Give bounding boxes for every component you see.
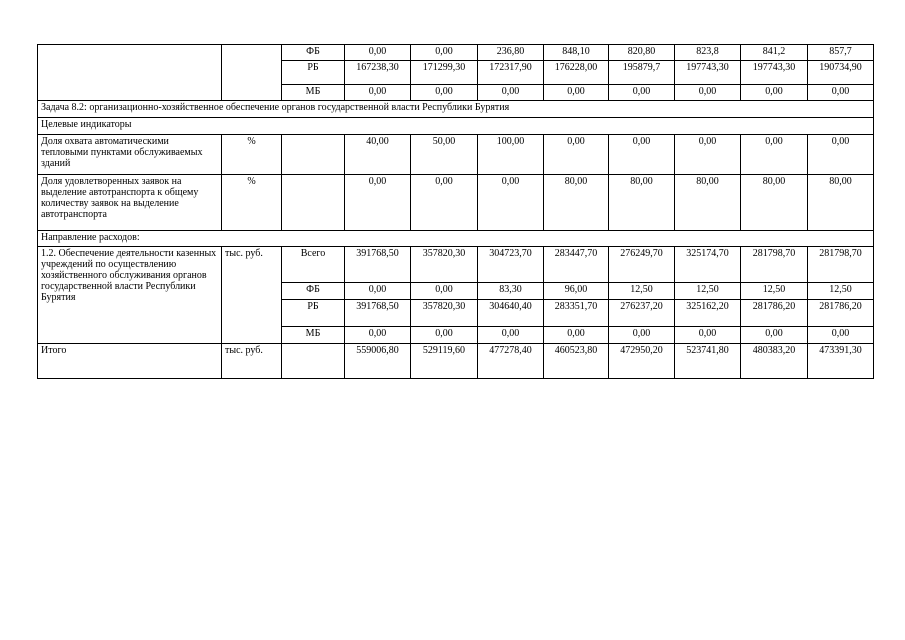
value-cell: 0,00 (675, 135, 741, 175)
value-cell: 12,50 (808, 283, 874, 300)
value-cell: 0,00 (345, 327, 411, 344)
value-cell: 0,00 (808, 135, 874, 175)
value-cell: 477278,40 (478, 344, 544, 379)
total-label: Итого (38, 344, 222, 379)
continued-unit-cell (222, 45, 282, 101)
task-title: Задача 8.2: организационно-хозяйственное обеспечение органов государственной власти Республики Бурятия (38, 101, 874, 118)
value-cell: 0,00 (345, 175, 411, 231)
value-cell: 0,00 (411, 283, 478, 300)
value-cell: 325162,20 (675, 300, 741, 327)
value-cell: 304640,40 (478, 300, 544, 327)
value-cell: 0,00 (345, 85, 411, 101)
source-cell: РБ (282, 300, 345, 327)
value-cell: 0,00 (741, 85, 808, 101)
source-cell (282, 344, 345, 379)
value-cell: 0,00 (741, 327, 808, 344)
value-cell: 0,00 (544, 327, 609, 344)
value-cell: 12,50 (675, 283, 741, 300)
indicator-name: Доля охвата автоматическими тепловыми пунктами обслуживаемых зданий (38, 135, 222, 175)
value-cell: 281798,70 (808, 247, 874, 283)
expenses-title: Направление расходов: (38, 231, 874, 247)
value-cell: 283447,70 (544, 247, 609, 283)
value-cell: 0,00 (478, 85, 544, 101)
value-cell: 0,00 (609, 85, 675, 101)
value-cell: 391768,50 (345, 300, 411, 327)
table-row (38, 118, 874, 135)
value-cell: 0,00 (675, 327, 741, 344)
value-cell: 0,00 (411, 85, 478, 101)
source-cell: МБ (282, 85, 345, 101)
table-row (38, 247, 874, 283)
value-cell: 176228,00 (544, 61, 609, 85)
source-cell: Всего (282, 247, 345, 283)
value-cell: 391768,50 (345, 247, 411, 283)
table-row (38, 175, 874, 231)
value-cell: 0,00 (478, 175, 544, 231)
total-unit: тыс. руб. (222, 344, 282, 379)
value-cell: 841,2 (741, 45, 808, 61)
continued-name-cell (38, 45, 222, 101)
value-cell: 523741,80 (675, 344, 741, 379)
value-cell: 472950,20 (609, 344, 675, 379)
value-cell: 80,00 (544, 175, 609, 231)
indicator-unit: % (222, 175, 282, 231)
value-cell: 190734,90 (808, 61, 874, 85)
value-cell: 276237,20 (609, 300, 675, 327)
value-cell: 529119,60 (411, 344, 478, 379)
value-cell: 236,80 (478, 45, 544, 61)
value-cell: 0,00 (609, 327, 675, 344)
value-cell: 848,10 (544, 45, 609, 61)
value-cell: 12,50 (741, 283, 808, 300)
value-cell: 281786,20 (741, 300, 808, 327)
table-row (38, 135, 874, 175)
value-cell: 197743,30 (741, 61, 808, 85)
value-cell: 0,00 (741, 135, 808, 175)
value-cell: 0,00 (609, 135, 675, 175)
expense-name: 1.2. Обеспечение деятельности казенных учреждений по осуществлению хозяйственного обслуживания органов государственной власти Республики Бурятия (38, 247, 222, 344)
value-cell: 167238,30 (345, 61, 411, 85)
value-cell: 460523,80 (544, 344, 609, 379)
value-cell: 480383,20 (741, 344, 808, 379)
value-cell: 0,00 (411, 175, 478, 231)
value-cell: 80,00 (675, 175, 741, 231)
value-cell: 195879,7 (609, 61, 675, 85)
table-row (38, 101, 874, 118)
value-cell: 281786,20 (808, 300, 874, 327)
value-cell: 820,80 (609, 45, 675, 61)
source-cell: РБ (282, 61, 345, 85)
value-cell: 823,8 (675, 45, 741, 61)
source-cell (282, 175, 345, 231)
value-cell: 304723,70 (478, 247, 544, 283)
source-cell: ФБ (282, 45, 345, 61)
value-cell: 80,00 (609, 175, 675, 231)
indicator-unit: % (222, 135, 282, 175)
value-cell: 473391,30 (808, 344, 874, 379)
expense-unit: тыс. руб. (222, 247, 282, 344)
value-cell: 0,00 (808, 327, 874, 344)
source-cell: ФБ (282, 283, 345, 300)
value-cell: 12,50 (609, 283, 675, 300)
value-cell: 325174,70 (675, 247, 741, 283)
value-cell: 0,00 (411, 45, 478, 61)
value-cell: 0,00 (808, 85, 874, 101)
value-cell: 83,30 (478, 283, 544, 300)
value-cell: 281798,70 (741, 247, 808, 283)
source-cell (282, 135, 345, 175)
value-cell: 96,00 (544, 283, 609, 300)
value-cell: 100,00 (478, 135, 544, 175)
indicator-name: Доля удовлетворенных заявок на выделение автотранспорта к общему количеству заявок на выделение автотранспорта (38, 175, 222, 231)
value-cell: 40,00 (345, 135, 411, 175)
value-cell: 172317,90 (478, 61, 544, 85)
budget-table (37, 44, 874, 379)
table-row (38, 231, 874, 247)
total-row (38, 344, 874, 379)
value-cell: 0,00 (345, 283, 411, 300)
value-cell: 0,00 (544, 85, 609, 101)
value-cell: 197743,30 (675, 61, 741, 85)
value-cell: 857,7 (808, 45, 874, 61)
value-cell: 0,00 (478, 327, 544, 344)
value-cell: 0,00 (544, 135, 609, 175)
source-cell: МБ (282, 327, 345, 344)
value-cell: 0,00 (675, 85, 741, 101)
table-body (38, 45, 874, 379)
value-cell: 0,00 (345, 45, 411, 61)
value-cell: 559006,80 (345, 344, 411, 379)
table-row (38, 45, 874, 61)
value-cell: 80,00 (741, 175, 808, 231)
value-cell: 357820,30 (411, 300, 478, 327)
value-cell: 0,00 (411, 327, 478, 344)
value-cell: 283351,70 (544, 300, 609, 327)
value-cell: 171299,30 (411, 61, 478, 85)
value-cell: 276249,70 (609, 247, 675, 283)
value-cell: 80,00 (808, 175, 874, 231)
value-cell: 357820,30 (411, 247, 478, 283)
indicators-title: Целевые индикаторы (38, 118, 874, 135)
value-cell: 50,00 (411, 135, 478, 175)
